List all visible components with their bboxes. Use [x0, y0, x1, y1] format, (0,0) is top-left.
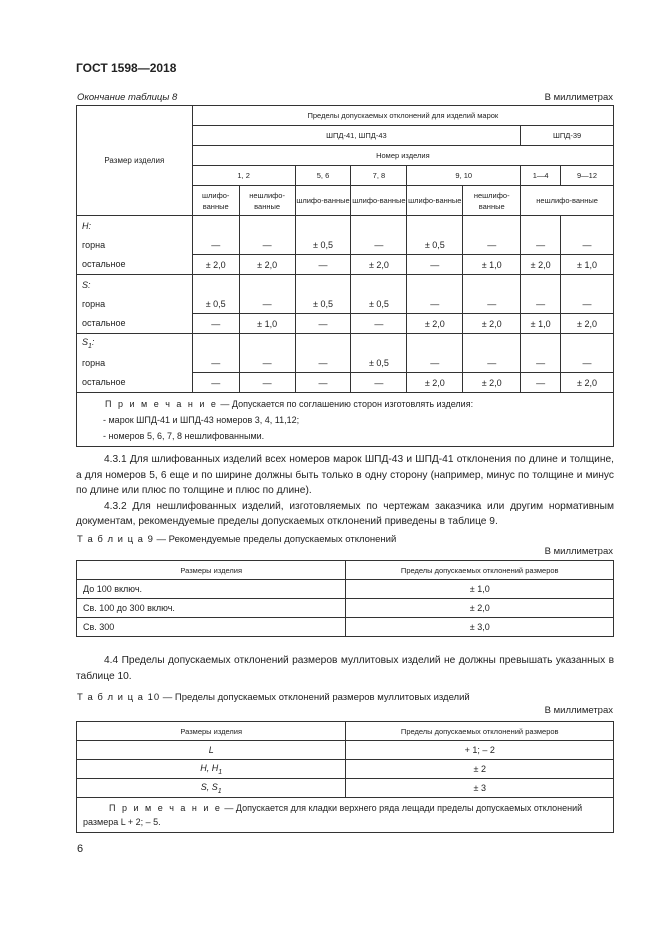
- value-cell: —: [239, 236, 295, 255]
- table9-col-size: Размеры изделия: [77, 561, 346, 580]
- row-label: остальное: [77, 314, 193, 334]
- table9-size: Св. 100 до 300 включ.: [77, 599, 346, 618]
- value-cell: —: [351, 314, 407, 334]
- page-number: 6: [77, 843, 84, 855]
- value-cell: ± 2,0: [407, 314, 463, 334]
- table9-col-limit: Пределы допускаемых отклонений размеров: [346, 561, 614, 580]
- paragraph-4-4: 4.4 Пределы допускаемых отклонений размеров муллитовых изделий не должны превышать указанных в таблице 10.: [76, 655, 614, 682]
- table8-units: В миллиметрах: [544, 92, 613, 103]
- value-cell: —: [239, 295, 295, 314]
- table10-col-size: Размеры изделия: [77, 722, 346, 741]
- row-label: горна: [77, 354, 193, 373]
- table9-limit: ± 1,0: [346, 580, 614, 599]
- table9-size: До 100 включ.: [77, 580, 346, 599]
- row-label: горна: [77, 236, 193, 255]
- table9-limit: ± 2,0: [346, 599, 614, 618]
- number-cell: 5, 6: [295, 166, 351, 186]
- value-cell: —: [561, 236, 614, 255]
- value-cell: ± 0,5: [295, 236, 351, 255]
- value-cell: —: [351, 373, 407, 393]
- number-cell: 1—4: [521, 166, 561, 186]
- value-cell: ± 2,0: [463, 373, 521, 393]
- group-label-s1: $S_1$:: [77, 334, 193, 354]
- value-cell: ± 2,0: [561, 373, 614, 393]
- value-cell: ± 1,0: [239, 314, 295, 334]
- number-label: Номер изделия: [192, 146, 613, 166]
- value-cell: —: [561, 354, 614, 373]
- value-cell: ± 0,5: [192, 295, 239, 314]
- table10-caption: Т а б л и ц а 10 — Пределы допускаемых отклонений размеров муллитовых изделий: [77, 692, 470, 703]
- value-cell: —: [192, 354, 239, 373]
- value-cell: ± 2,0: [407, 373, 463, 393]
- value-cell: ± 2,0: [521, 255, 561, 275]
- table-9: [76, 560, 614, 637]
- table8-note: П р и м е ч а н и е — Допускается по соглашению сторон изготовлять изделия: - марок ШПД-41 и ШПД-43 номеров 3, 4, 11,12; - номеров 5, 6, 7, 8 нешлифованными.: [77, 393, 614, 447]
- value-cell: —: [239, 354, 295, 373]
- value-cell: —: [192, 314, 239, 334]
- value-cell: —: [192, 236, 239, 255]
- value-cell: ± 2,0: [561, 314, 614, 334]
- value-cell: —: [351, 236, 407, 255]
- table9-size: Св. 300: [77, 618, 346, 637]
- value-cell: —: [463, 354, 521, 373]
- number-cell: 9—12: [561, 166, 614, 186]
- table10-limit: ± 2: [346, 760, 614, 779]
- value-cell: ± 1,0: [561, 255, 614, 275]
- value-cell: ± 2,0: [463, 314, 521, 334]
- value-cell: —: [295, 314, 351, 334]
- number-cell: 9, 10: [407, 166, 521, 186]
- value-cell: ± 0,5: [407, 236, 463, 255]
- table-10: [76, 721, 614, 833]
- value-cell: ± 2,0: [239, 255, 295, 275]
- table10-size: H, $H_1$: [77, 760, 346, 779]
- table9-limit: ± 3,0: [346, 618, 614, 637]
- table10-note: П р и м е ч а н и е — Допускается для кладки верхнего ряда лещади пределы допускаемых отклонений размера L + 2; – 5.: [77, 798, 614, 833]
- table10-col-limit: Пределы допускаемых отклонений размеров: [346, 722, 614, 741]
- col-limits-header: Пределы допускаемых отклонений для изделий марок: [192, 106, 613, 126]
- number-cell: 1, 2: [192, 166, 295, 186]
- document-header: ГОСТ 1598—2018: [76, 61, 177, 75]
- value-cell: —: [239, 373, 295, 393]
- value-cell: —: [521, 295, 561, 314]
- group-label-s: S:: [77, 275, 193, 295]
- table10-size: L: [77, 741, 346, 760]
- type-cell: нешлифо-ванные: [239, 186, 295, 216]
- value-cell: ± 1,0: [463, 255, 521, 275]
- value-cell: —: [407, 255, 463, 275]
- type-cell: шлифо-ванные: [351, 186, 407, 216]
- table9-caption: Т а б л и ц а 9 — Рекомендуемые пределы допускаемых отклонений: [77, 534, 397, 545]
- value-cell: ± 0,5: [351, 354, 407, 373]
- type-cell: нешлифо-ванные: [463, 186, 521, 216]
- value-cell: —: [295, 354, 351, 373]
- value-cell: ± 1,0: [521, 314, 561, 334]
- value-cell: —: [407, 354, 463, 373]
- brand-a-header: ШПД-41, ШПД-43: [192, 126, 520, 146]
- row-label: остальное: [77, 255, 193, 275]
- col-size-header: Размер изделия: [77, 106, 193, 216]
- value-cell: —: [407, 295, 463, 314]
- table10-limit: ± 3: [346, 779, 614, 798]
- value-cell: —: [295, 255, 351, 275]
- table9-units: В миллиметрах: [544, 546, 613, 557]
- value-cell: —: [561, 295, 614, 314]
- value-cell: —: [521, 354, 561, 373]
- type-cell: шлифо-ванные: [295, 186, 351, 216]
- type-cell: шлифо-ванные: [407, 186, 463, 216]
- brand-b-header: ШПД-39: [521, 126, 614, 146]
- table8-caption: Окончание таблицы 8: [77, 92, 178, 103]
- number-cell: 7, 8: [351, 166, 407, 186]
- table10-limit: + 1; – 2: [346, 741, 614, 760]
- row-label: остальное: [77, 373, 193, 393]
- table10-units: В миллиметрах: [544, 705, 613, 716]
- table10-size: S, $S_1$: [77, 779, 346, 798]
- type-cell: нешлифо-ванные: [521, 186, 614, 216]
- value-cell: —: [521, 373, 561, 393]
- paragraph-4-3-2: 4.3.2 Для нешлифованных изделий, изготовляемых по чертежам заказчика или другим нормативным документам, рекомендуемые пределы допускаемых отклонений приведены в таблице 9.: [76, 500, 614, 527]
- value-cell: —: [521, 236, 561, 255]
- row-label: горна: [77, 295, 193, 314]
- value-cell: —: [295, 373, 351, 393]
- value-cell: —: [463, 236, 521, 255]
- table-8: [76, 105, 614, 447]
- value-cell: ± 2,0: [351, 255, 407, 275]
- value-cell: —: [463, 295, 521, 314]
- value-cell: —: [192, 373, 239, 393]
- type-cell: шлифо-ванные: [192, 186, 239, 216]
- paragraph-4-3-1: 4.3.1 Для шлифованных изделий всех номеров марок ШПД-43 и ШПД-41 отклонения по длине и толщине, а для номеров 5, 6 еще и по ширине должны быть только в одну сторону (например, минус по толщине и минус по длине или плюс по толщине и плюс по длине).: [76, 454, 614, 496]
- paragraph-4-3: [76, 452, 614, 530]
- value-cell: ± 2,0: [192, 255, 239, 275]
- value-cell: ± 0,5: [295, 295, 351, 314]
- value-cell: ± 0,5: [351, 295, 407, 314]
- group-label-h: H:: [77, 216, 193, 236]
